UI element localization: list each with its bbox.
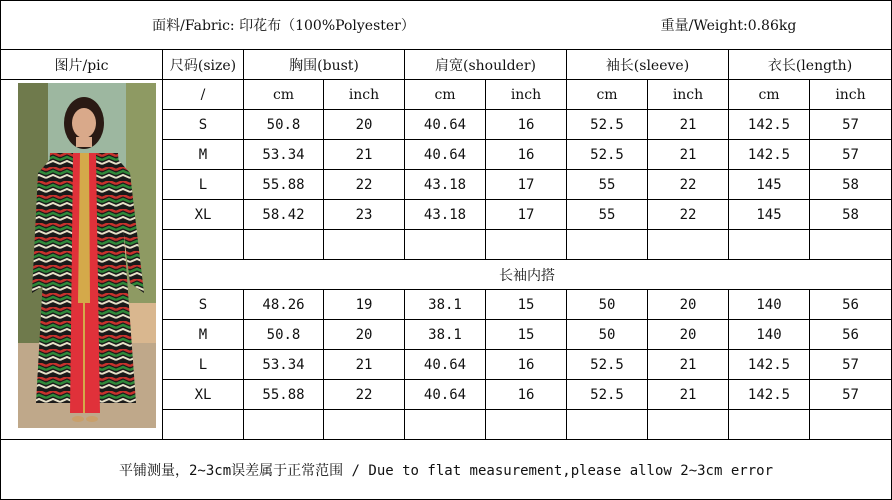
table2-row-cell: 40.64 (405, 350, 486, 380)
table2-row-cell: S (163, 290, 244, 320)
empty-cell (324, 230, 405, 260)
product-photo-cell (0, 80, 163, 440)
table1-row-cell: 50.8 (244, 110, 324, 140)
table2-row-cell: L (163, 350, 244, 380)
unit-cell: cm (405, 80, 486, 110)
empty-cell (244, 230, 324, 260)
empty-cell (810, 230, 892, 260)
table1-row-cell: 58.42 (244, 200, 324, 230)
table2-row-cell: 16 (486, 380, 567, 410)
unit-cell: cm (244, 80, 324, 110)
table1-row-cell: 22 (324, 170, 405, 200)
empty-cell (244, 410, 324, 440)
table2-row-cell: 57 (810, 350, 892, 380)
table1-row-cell: 57 (810, 110, 892, 140)
table2-row-cell: 38.1 (405, 320, 486, 350)
table2-row-cell: M (163, 320, 244, 350)
table2-row-cell: 55.88 (244, 380, 324, 410)
empty-cell (486, 230, 567, 260)
table1-row-cell: 57 (810, 140, 892, 170)
table2-row-cell: 52.5 (567, 380, 648, 410)
table1-row-cell: 55 (567, 170, 648, 200)
table1-row-cell: 145 (729, 200, 810, 230)
table1-row-cell: 52.5 (567, 110, 648, 140)
empty-cell (486, 410, 567, 440)
table2-row-cell: 50 (567, 320, 648, 350)
table1-row-cell: 16 (486, 110, 567, 140)
table1-row-cell: 21 (648, 140, 729, 170)
unit-cell: inch (810, 80, 892, 110)
table1-row-cell: 142.5 (729, 110, 810, 140)
table1-row-cell: 58 (810, 200, 892, 230)
unit-cell: inch (324, 80, 405, 110)
table2-row-cell: 40.64 (405, 380, 486, 410)
table1-row-cell: 20 (324, 110, 405, 140)
table2-row-cell: 50 (567, 290, 648, 320)
table2-row-cell: 140 (729, 320, 810, 350)
empty-cell (648, 410, 729, 440)
table1-row-cell: 16 (486, 140, 567, 170)
table2-row-cell: 56 (810, 320, 892, 350)
table2-row-cell: 57 (810, 380, 892, 410)
header-bust: 胸围(bust) (244, 50, 405, 80)
header-length: 衣长(length) (729, 50, 892, 80)
unit-cell: / (163, 80, 244, 110)
empty-cell (648, 230, 729, 260)
table1-row-cell: 58 (810, 170, 892, 200)
table2-row-cell: 52.5 (567, 350, 648, 380)
empty-cell (567, 410, 648, 440)
table1-row-cell: 52.5 (567, 140, 648, 170)
footer-note: 平铺测量，2~3cm误差属于正常范围 / Due to flat measurement,please allow 2~3cm error (0, 440, 892, 500)
table1-row-cell: 21 (324, 140, 405, 170)
fabric-info: 面料/Fabric: 印花布（100%Polyester） (0, 0, 566, 50)
table2-row-cell: 15 (486, 320, 567, 350)
table1-row-cell: S (163, 110, 244, 140)
empty-cell (729, 410, 810, 440)
table1-row-cell: 142.5 (729, 140, 810, 170)
table1-row-cell: 21 (648, 110, 729, 140)
table2-row-cell: XL (163, 380, 244, 410)
model-photo (18, 83, 156, 428)
empty-cell (163, 410, 244, 440)
table2-row-cell: 21 (324, 350, 405, 380)
table1-row-cell: L (163, 170, 244, 200)
table1-row-cell: 43.18 (405, 170, 486, 200)
table2-row-cell: 142.5 (729, 350, 810, 380)
table2-row-cell: 15 (486, 290, 567, 320)
unit-cell: inch (648, 80, 729, 110)
table2-row-cell: 16 (486, 350, 567, 380)
header-pic: 图片/pic (0, 50, 163, 80)
table2-row-cell: 22 (324, 380, 405, 410)
table1-row-cell: 17 (486, 200, 567, 230)
table2-row-cell: 56 (810, 290, 892, 320)
table2-row-cell: 38.1 (405, 290, 486, 320)
empty-cell (163, 230, 244, 260)
empty-cell (405, 230, 486, 260)
table1-row-cell: 22 (648, 170, 729, 200)
table2-row-cell: 21 (648, 350, 729, 380)
table2-row-cell: 140 (729, 290, 810, 320)
unit-cell: inch (486, 80, 567, 110)
table1-row-cell: 40.64 (405, 140, 486, 170)
table1-row-cell: 23 (324, 200, 405, 230)
table1-row-cell: 40.64 (405, 110, 486, 140)
table1-row-cell: 55.88 (244, 170, 324, 200)
unit-cell: cm (729, 80, 810, 110)
table1-row-cell: 55 (567, 200, 648, 230)
weight-info: 重量/Weight:0.86kg (566, 0, 892, 50)
table2-row-cell: 20 (324, 320, 405, 350)
table1-row-cell: 53.34 (244, 140, 324, 170)
table2-row-cell: 19 (324, 290, 405, 320)
empty-cell (729, 230, 810, 260)
section2-title: 长袖内搭 (163, 260, 892, 290)
table1-row-cell: M (163, 140, 244, 170)
table2-row-cell: 21 (648, 380, 729, 410)
table2-row-cell: 50.8 (244, 320, 324, 350)
table2-row-cell: 53.34 (244, 350, 324, 380)
table1-row-cell: 22 (648, 200, 729, 230)
header-sleeve: 袖长(sleeve) (567, 50, 729, 80)
table2-row-cell: 20 (648, 320, 729, 350)
table2-row-cell: 48.26 (244, 290, 324, 320)
table2-row-cell: 20 (648, 290, 729, 320)
table1-row-cell: 145 (729, 170, 810, 200)
header-shoulder: 肩宽(shoulder) (405, 50, 567, 80)
empty-cell (405, 410, 486, 440)
unit-cell: cm (567, 80, 648, 110)
header-size: 尺码(size) (163, 50, 244, 80)
empty-cell (567, 230, 648, 260)
table2-row-cell: 142.5 (729, 380, 810, 410)
table1-row-cell: 17 (486, 170, 567, 200)
empty-cell (324, 410, 405, 440)
empty-cell (810, 410, 892, 440)
table1-row-cell: XL (163, 200, 244, 230)
table1-row-cell: 43.18 (405, 200, 486, 230)
